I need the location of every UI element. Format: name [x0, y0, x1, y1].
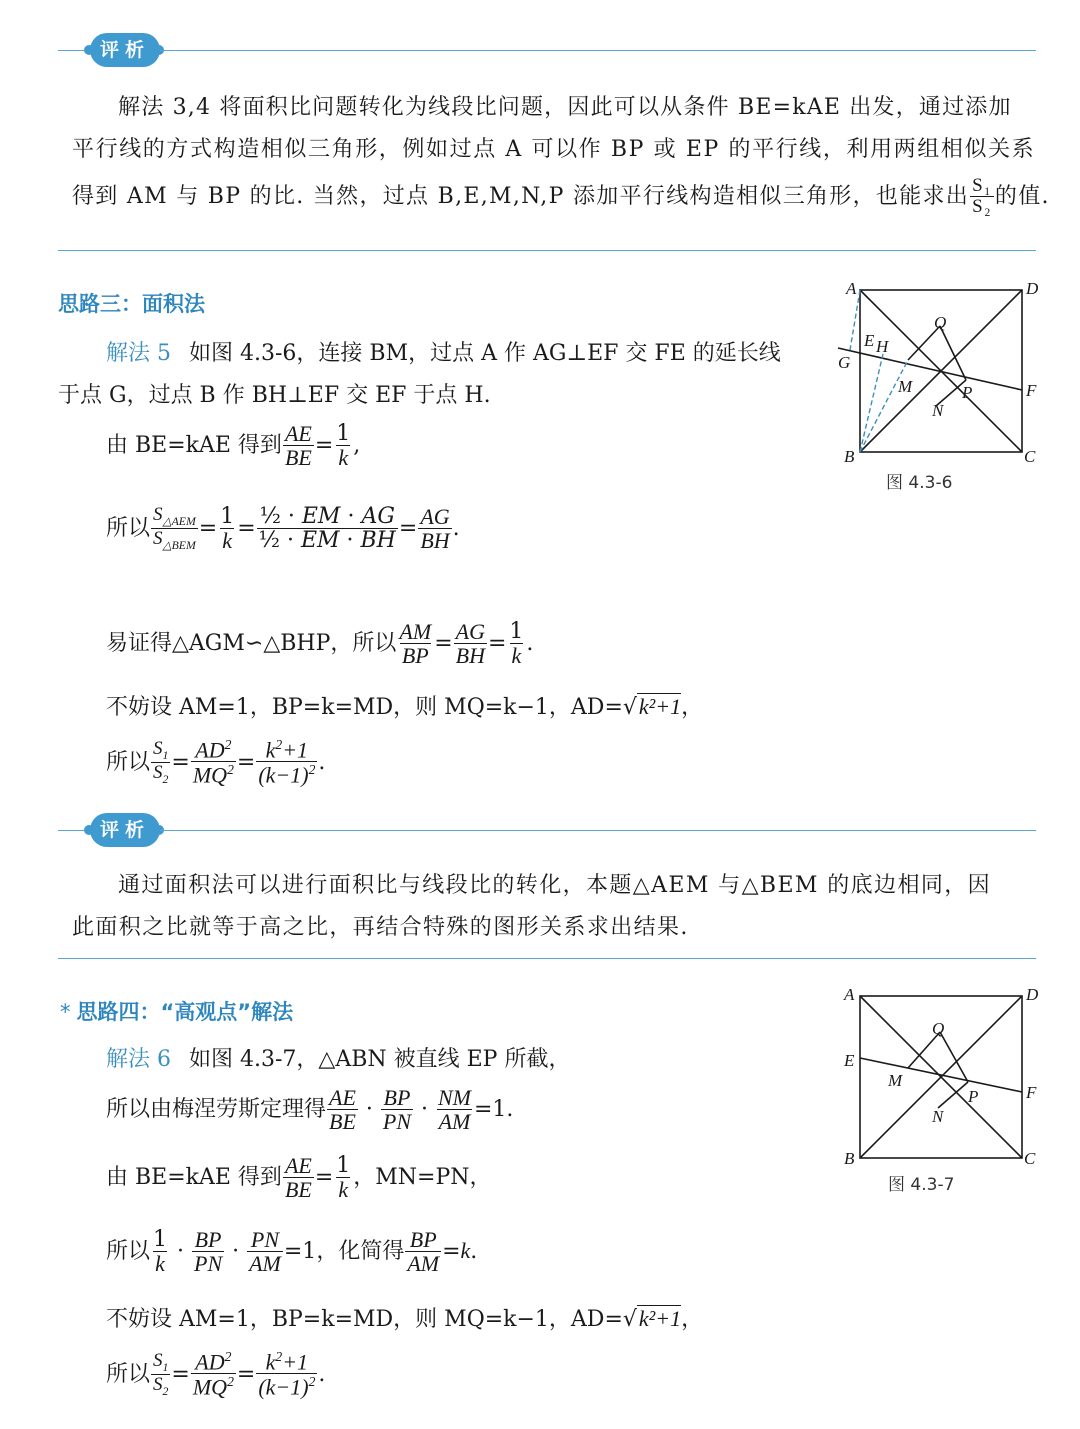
label-b: B: [844, 1149, 855, 1168]
section4-eq1: 所以由梅涅劳斯定理得 $\frac{AE}{BE}$ · $\frac{BP}{PN}$ · $\frac{NM}{AM}$ =1.: [106, 1085, 514, 1135]
section3-line1: 解法 5 如图 4.3-6，连接 BM，过点 A 作 AG⊥EF 交 FE 的延长线: [106, 341, 781, 366]
label-m: M: [888, 1071, 903, 1090]
label-f: F: [1026, 381, 1037, 400]
label-n: N: [932, 401, 944, 420]
figure-4-3-7: [828, 982, 1048, 1172]
section4-line1: 解法 6 如图 4.3-7，△ABN 被直线 EP 所截，: [106, 1047, 571, 1072]
analysis1-line3: [72, 176, 1050, 218]
label-c: C: [1024, 1149, 1036, 1168]
label-e: E: [864, 331, 875, 350]
section3-eq2: 所以 $\frac{S_{\triangle AEM}}{S_{\triangle BEM}}$ = $\frac{1}{k}$ = $\frac{\text{½ · EM · AG}}{\text{½ · EM · BH}}$ = $\frac{AG}{BH}$ .: [106, 504, 460, 554]
figure-4-3-7-caption: 图 4.3-7: [888, 1175, 955, 1195]
label-e: E: [844, 1051, 855, 1070]
analysis1-line1: 解法 3,4 将面积比问题转化为线段比问题，因此可以从条件 BE=kAE 出发，通过添加: [118, 95, 1012, 120]
analysis1-line3-text: 得到 AM 与 BP 的比. 当然，过点 B,E,M,N,P 添加平行线构造相似三角形，也能求出: [72, 183, 970, 209]
label-n: N: [932, 1107, 944, 1126]
label-h: H: [876, 337, 889, 356]
label-m: M: [898, 377, 913, 396]
method-label: 解法 6: [106, 1047, 171, 1072]
section-divider: [58, 958, 1036, 959]
section3-line2: 于点 G，过点 B 作 BH⊥EF 交 EF 于点 H.: [58, 383, 491, 408]
label-b: B: [844, 447, 855, 466]
label-p: P: [968, 1087, 979, 1106]
dashed-bh: [860, 354, 883, 452]
label-a: A: [844, 985, 855, 1004]
optional-star: *: [60, 1000, 71, 1024]
label-c: C: [1024, 447, 1036, 466]
line-gf: [838, 348, 1022, 390]
label-g: G: [838, 353, 851, 372]
line-pn: [938, 1082, 968, 1108]
label-q: Q: [934, 313, 947, 332]
section3-eq5: 所以 $\frac{S_1}{S_2}$ = $\frac{AD^2}{MQ^2}$ = $\frac{k^2+1}{(k-1)^2}$ .: [106, 737, 326, 788]
analysis-rule-right: [160, 830, 1036, 831]
section4-eq3: 所以 $\frac{1}{k}$ · $\frac{BP}{PN}$ · $\frac{PN}{AM}$ =1，化简得 $\frac{BP}{AM}$ =k.: [106, 1227, 478, 1277]
analysis1-line3-end: 的值.: [994, 183, 1050, 209]
fraction-s1-s2: $\frac{\text{S₁}}{\text{S₂}}$: [972, 175, 992, 217]
section3-heading: 思路三：面积法: [58, 292, 205, 316]
section4-eq2: 由 BE=kAE 得到 $\frac{AE}{BE}$ = $\frac{1}{k}$ ，MN=PN，: [106, 1153, 492, 1203]
dashed-bm: [860, 360, 908, 452]
line-ef: [860, 1058, 1022, 1092]
section4-heading: * 思路四：“高观点”解法: [60, 1000, 294, 1024]
dashed-ag: [850, 290, 860, 350]
section3-eq3: 易证得△AGM∽△BHP，所以 $\frac{AM}{BP}$ = $\frac{AG}{BH}$ = $\frac{1}{k}$ .: [106, 619, 534, 669]
figure-4-3-6-caption: 图 4.3-6: [886, 473, 953, 493]
figure-4-3-6: [828, 276, 1048, 466]
analysis-badge: 评析: [90, 33, 160, 67]
label-d: D: [1026, 985, 1039, 1004]
label-q: Q: [932, 1019, 945, 1038]
section-divider: [58, 250, 1036, 251]
label-d: D: [1026, 279, 1039, 298]
analysis-badge: 评析: [90, 813, 160, 847]
label-a: A: [846, 279, 857, 298]
label-p: P: [962, 383, 973, 402]
analysis2-line1: 通过面积法可以进行面积比与线段比的转化，本题△AEM 与△BEM 的底边相同，因: [118, 873, 992, 898]
section4-eq4: 不妨设 AM=1，BP=k=MD，则 MQ=k−1，AD=√k²+1，: [106, 1306, 704, 1332]
analysis2-line2: 此面积之比就等于高之比，再结合特殊的图形关系求出结果.: [72, 915, 689, 940]
analysis1-line2: 平行线的方式构造相似三角形，例如过点 A 可以作 BP 或 EP 的平行线，利用两组相似关系: [72, 137, 1036, 162]
section3-eq4: 不妨设 AM=1，BP=k=MD，则 MQ=k−1，AD=√k²+1，: [106, 694, 704, 720]
method-label: 解法 5: [106, 341, 171, 366]
analysis-rule-right: [160, 50, 1036, 51]
section3-eq1: 由 BE=kAE 得到 $\frac{AE}{BE}$ = $\frac{1}{k}$ ,: [106, 421, 361, 471]
section4-eq5: 所以 $\frac{S_1}{S_2}$ = $\frac{AD^2}{MQ^2}$ = $\frac{k^2+1}{(k-1)^2}$ .: [106, 1349, 326, 1400]
label-f: F: [1026, 1083, 1037, 1102]
